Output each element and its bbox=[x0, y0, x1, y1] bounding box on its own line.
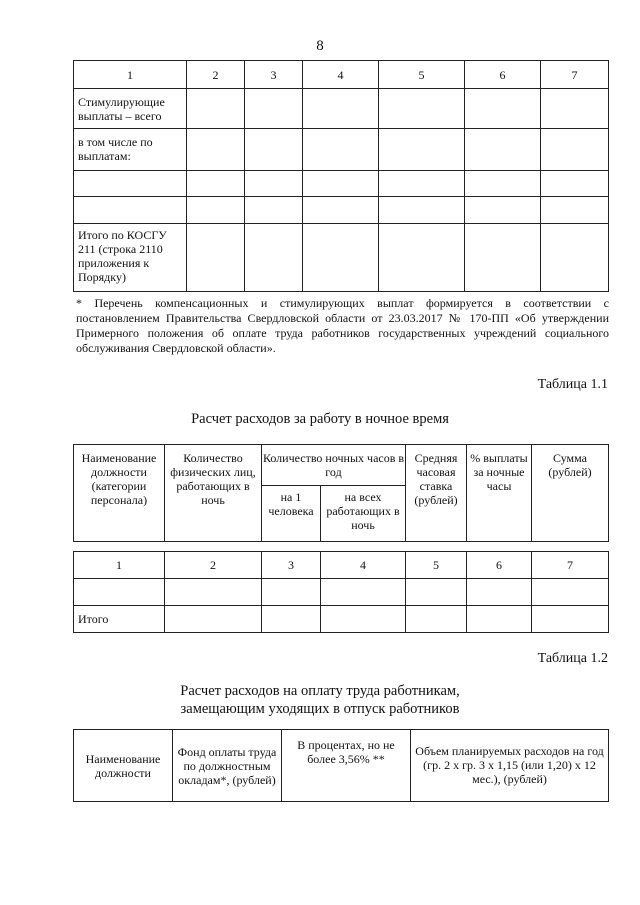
page-number: 8 bbox=[316, 38, 324, 54]
column-number: 5 bbox=[379, 61, 465, 89]
column-number: 6 bbox=[465, 61, 541, 89]
footnote: * Перечень компенсационных и стимулирующих выплат формируется в соответствии с постановлением Правительства Свердловской области от 23.03.2017 № 170-ПП «Об утверждении Примерного положения об оплате труда работников государственных учреждений социального обслуживания Свердловской области». bbox=[76, 296, 609, 355]
table-label: Таблица 1.1 bbox=[537, 377, 608, 392]
table-row bbox=[74, 224, 609, 292]
table-header-row bbox=[74, 61, 609, 89]
vacation-replacement-table bbox=[73, 729, 609, 802]
column-number: 7 bbox=[532, 552, 609, 579]
column-number: 5 bbox=[406, 552, 467, 579]
table-row bbox=[74, 197, 609, 224]
row-label: Итого по КОСГУ 211 (строка 2110 приложения к Порядку) bbox=[74, 224, 187, 292]
column-number: 7 bbox=[541, 61, 609, 89]
header-percent: % выплаты за ночные часы bbox=[467, 445, 532, 542]
header-per-one: на 1 человека bbox=[262, 486, 321, 542]
column-number: 1 bbox=[74, 552, 165, 579]
column-number: 4 bbox=[321, 552, 406, 579]
column-number: 3 bbox=[262, 552, 321, 579]
header-volume: Объем планируемых расходов на год (гр. 2 х гр. 3 х 1,15 (или 1,20) х 12 мес.), (рублей) bbox=[411, 730, 609, 802]
payments-table bbox=[73, 60, 609, 292]
table-row bbox=[74, 579, 609, 606]
table-row bbox=[74, 89, 609, 129]
table-header-row bbox=[74, 552, 609, 579]
column-number: 2 bbox=[187, 61, 245, 89]
row-label: в том числе по выплатам: bbox=[74, 129, 187, 171]
table-row bbox=[74, 171, 609, 197]
column-number: 3 bbox=[245, 61, 303, 89]
header-sum: Сумма (рублей) bbox=[532, 445, 609, 542]
column-number: 6 bbox=[467, 552, 532, 579]
header-position: Наименование должности (категории персонала) bbox=[74, 445, 165, 542]
night-work-header-table bbox=[73, 444, 609, 542]
header-position: Наименование должности bbox=[74, 730, 173, 802]
table-label: Таблица 1.2 bbox=[537, 651, 608, 666]
total-label: Итого bbox=[74, 606, 165, 633]
table-title: Расчет расходов за работу в ночное время bbox=[191, 411, 449, 427]
header-percent: В процентах, но не более 3,56% ** bbox=[282, 730, 411, 802]
header-all-workers: на всех работающих в ночь bbox=[321, 486, 406, 542]
column-number: 4 bbox=[303, 61, 379, 89]
table-row bbox=[74, 606, 609, 633]
night-work-body-table bbox=[73, 551, 609, 633]
column-number: 1 bbox=[74, 61, 187, 89]
column-number: 2 bbox=[165, 552, 262, 579]
header-fund: Фонд оплаты труда по должностным окладам*, (рублей) bbox=[173, 730, 282, 802]
table-row bbox=[74, 129, 609, 171]
row-label: Стимулирующие выплаты – всего bbox=[74, 89, 187, 129]
header-night-hours: Количество ночных часов в год bbox=[262, 445, 406, 486]
header-avg-rate: Средняя часовая ставка (рублей) bbox=[406, 445, 467, 542]
table-title-line2: замещающим уходящих в отпуск работников bbox=[180, 701, 460, 717]
header-count: Количество физических лиц, работающих в ночь bbox=[165, 445, 262, 542]
table-title-line1: Расчет расходов на оплату труда работникам, bbox=[180, 683, 460, 699]
